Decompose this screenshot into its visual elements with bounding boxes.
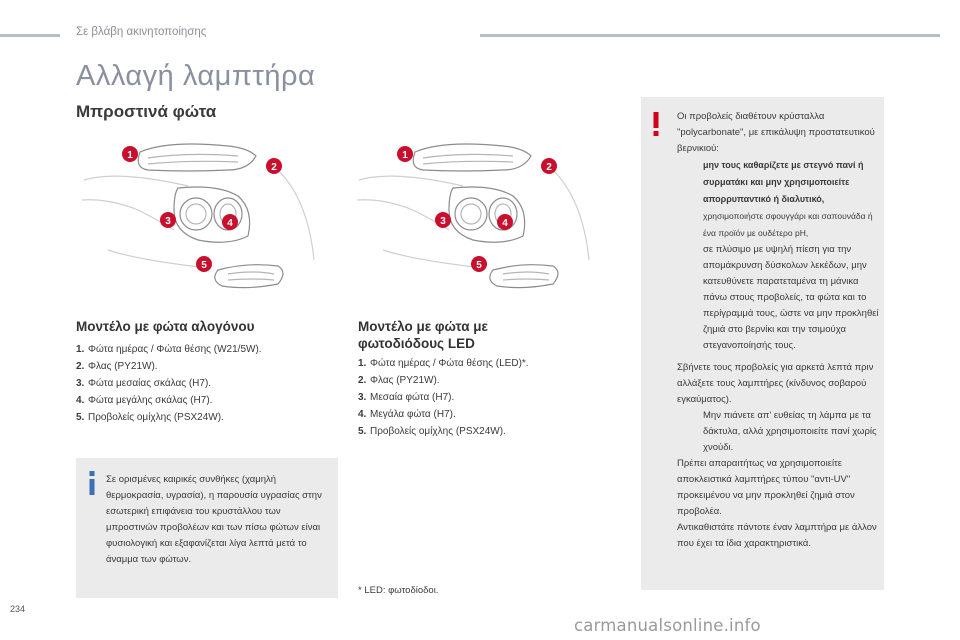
item-number: 1. [76,344,85,355]
callout-label: 2 [546,162,552,173]
halogen-model-title: Μοντέλο με φώτα αλογόνου [76,319,255,334]
callout-label: 5 [476,260,482,271]
section-label: Σε βλάβη ακινητοποίησης [76,26,207,38]
callout-label: 4 [502,218,508,229]
header-rule-right [480,34,940,37]
list-item [358,355,529,372]
item-text: Φώτα ημέρας / Φώτα θέσης (W21/5W). [88,344,262,355]
item-number: 4. [76,395,85,406]
warning-bullet-text: Μην πιάνετε απ' ευθείας τη λάμπα με τα δάκτυλα, αλλά χρησιμοποιείτε πανί χωρίς χνούδι. [703,410,877,453]
header-rule-left [0,34,60,37]
item-text: Φώτα μεγάλης σκάλας (H7). [88,395,213,406]
warning-bullet-text: μην τους καθαρίζετε με στεγνό πανί ή συρματάκι και μην χρησιμοποιείτε απορρυπαντικό ή διαλυτικό, [703,160,864,204]
item-number: 2. [358,375,367,386]
list-item [358,372,529,389]
warning-intro: Οι προβολείς διαθέτουν κρύσταλλα "polycarbonate", με επικάλυψη προστατευτικού βερνικιού: [677,111,875,154]
item-text: Προβολείς ομίχλης (PSX24W). [88,412,224,423]
halogen-headlamp-illustration [78,140,318,305]
info-icon [86,470,98,496]
callout-label: 3 [440,216,446,227]
warning-bullet [677,242,880,354]
callout-label: 2 [271,162,277,173]
item-number: 4. [358,409,367,420]
list-item [76,409,262,426]
led-model-title [358,318,488,352]
warning-box [641,97,884,590]
item-text: Μεγάλα φώτα (H7). [370,409,456,420]
led-bulb-list [358,355,529,440]
warning-bullet-text: χρησιμοποιήστε σφουγγάρι και σαπουνάδα ή ένα προϊόν με ουδέτερο pH, [703,211,873,238]
callout-label: 5 [201,260,207,271]
list-item [358,389,529,406]
led-headlamp-illustration [353,140,593,305]
item-text: Φώτα ημέρας / Φώτα θέσης (LED)*. [370,358,529,369]
item-number: 3. [76,378,85,389]
item-number: 2. [76,361,85,372]
info-note-text: Σε ορισμένες καιρικές συνθήκες (χαμηλή θερμοκρασία, υγρασία), η παρουσία υγρασίας στην εσωτερική επιφάνεια του κρυστάλλου των μπροστινών προβολέων και των πίσω φώτων είναι φυσιολογική και εξαφανίζεται λίγα λεπτά μετά το άναμμα των φώτων. [106,474,322,565]
watermark: carmanualsonline.info [574,616,761,635]
warning-paragraph: Αντικαθιστάτε πάντοτε έναν λαμπτήρα με άλλον που έχει τα ίδια χαρακτηριστικά. [677,522,877,549]
list-item [76,392,262,409]
item-text: Φλας (PY21W). [88,361,158,372]
warning-paragraph: Πρέπει απαραιτήτως να χρησιμοποιείτε αποκλειστικά λαμπτήρες τύπου "αντι-UV" προκειμένου να μην προκληθεί ζημιά στον προβολέα. [677,458,855,517]
warning-bullet [677,208,880,242]
item-number: 3. [358,392,367,403]
page-title: Αλλαγή λαμπτήρα [76,60,316,92]
page-number: 234 [10,604,26,614]
item-text: Φλας (PY21W). [370,375,440,386]
list-item [358,406,529,423]
list-item [76,341,262,358]
info-note-box [76,458,338,598]
warning-bullet [677,408,880,456]
warning-bullet-text: σε πλύσιμο με υψηλή πίεση για την απομάκρυνση δύσκολων λεκέδων, μην κατευθύνετε παρατεταμένα τη μάνικα πάνω στους προβολείς, τα φώτα και το περίγραμμά τους, ώστε να μην προκληθεί ζημιά στο βερνίκι και την τσιμούχα στεγανοποίησής τους. [703,244,879,351]
callout-label: 4 [227,218,233,229]
item-number: 5. [76,412,85,423]
led-model-title-line2: φωτοδιόδους LED [358,336,475,351]
callout-label: 3 [165,216,171,227]
led-model-title-line1: Μοντέλο με φώτα με [358,319,488,334]
footnote: * LED: φωτοδίοδοι. [358,585,439,596]
list-item [76,358,262,375]
section-subtitle: Μπροστινά φώτα [76,102,217,121]
warning-content [677,109,880,552]
warning-exclamation-icon [651,111,661,137]
warning-paragraph: Σβήνετε τους προβολείς για αρκετά λεπτά πριν αλλάξετε τους λαμπτήρες (κίνδυνος σοβαρού εγκαύματος). [677,362,874,405]
item-number: 1. [358,358,367,369]
warning-bullet [677,157,880,208]
list-item [76,375,262,392]
item-text: Φώτα μεσαίας σκάλας (H7). [88,378,212,389]
item-text: Προβολείς ομίχλης (PSX24W). [370,426,506,437]
halogen-bulb-list [76,341,262,426]
callout-label: 1 [402,150,408,161]
item-number: 5. [358,426,367,437]
callout-markers [397,146,557,272]
list-item [358,423,529,440]
item-text: Μεσαία φώτα (H7). [370,392,455,403]
callout-markers [122,146,282,272]
callout-label: 1 [127,150,133,161]
